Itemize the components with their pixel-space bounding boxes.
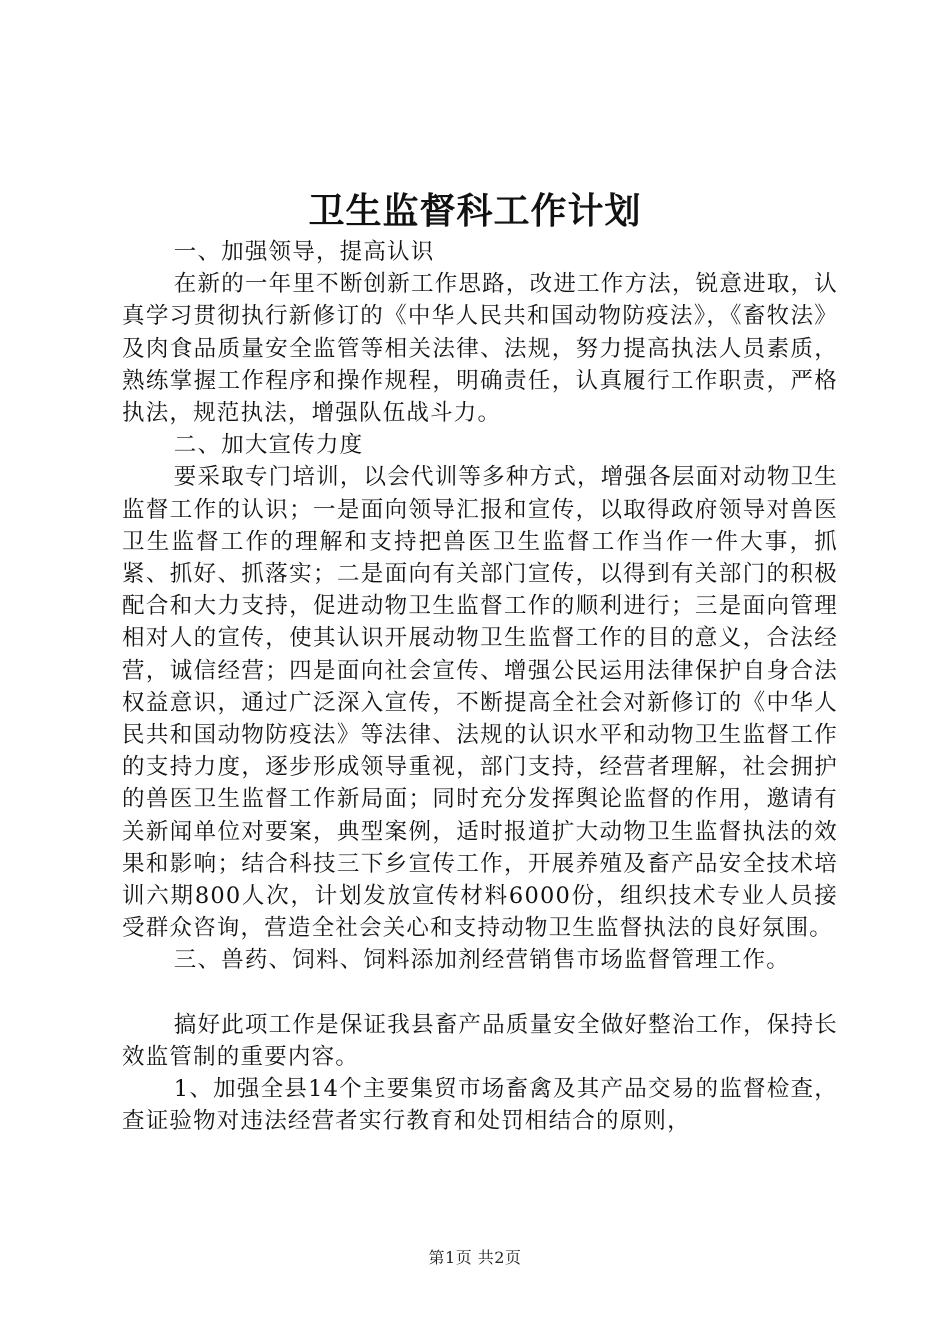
section-heading-3: 三、兽药、饲料、饲料添加剂经营销售市场监督管理工作。: [173, 947, 790, 974]
document-title: 卫生监督科工作计划: [308, 190, 642, 232]
document-body: [122, 236, 838, 1137]
list-item: 1、加强全县14个主要集贸市场畜禽及其产品交易的监督检查，查证验物对违法经营者实行教育和处罚相结合的原则，: [122, 1076, 838, 1135]
paragraph: 要采取专门培训，以会代训等多种方式，增强各层面对动物卫生监督工作的认识；一是面向领导汇报和宣传，以取得政府领导对兽医卫生监督工作的理解和支持把兽医卫生监督工作当作一件大事，抓紧、抓好、抓落实；二是面向有关部门宣传，以得到有关部门的积极配合和大力支持，促进动物卫生监督工作的顺利进行；三是面向管理相对人的宣传，使其认识开展动物卫生监督工作的目的意义，合法经营，诚信经营；四是面向社会宣传、增强公民运用法律保护自身合法权益意识，通过广泛深入宣传，不断提高全社会对新修订的《中华人民共和国动物防疫法》等法律、法规的认识水平和动物卫生监督工作的支持力度，逐步形成领导重视，部门支持，经营者理解，社会拥护的兽医卫生监督工作新局面；同时充分发挥舆论监督的作用，邀请有关新闻单位对要案，典型案例，适时报道扩大动物卫生监督执法的效果和影响；结合科技三下乡宣传工作，开展养殖及畜产品安全技术培训六期800人次，计划发放宣传材料6000份，组织技术专业人员接受群众咨询，营造全社会关心和支持动物卫生监督执法的良好氛围。: [122, 464, 838, 942]
paragraph: 在新的一年里不断创新工作思路，改进工作方法，锐意进取，认真学习贯彻执行新修订的《中华人民共和国动物防疫法》，《畜牧法》及肉食品质量安全监管等相关法律、法规，努力提高执法人员素质，熟练掌握工作程序和操作规程，明确责任，认真履行工作职责，严格执法，规范执法，增强队伍战斗力。: [122, 271, 838, 427]
section-heading-1: 一、加强领导，提高认识: [173, 239, 435, 265]
paragraph-spacer: [122, 977, 838, 1009]
paragraph: 搞好此项工作是保证我县畜产品质量安全做好整治工作，保持长效监管制的重要内容。: [122, 1011, 838, 1070]
section-heading-2: 二、加大宣传力度: [173, 432, 364, 459]
page-footer: 第1页 共2页: [428, 1248, 522, 1267]
